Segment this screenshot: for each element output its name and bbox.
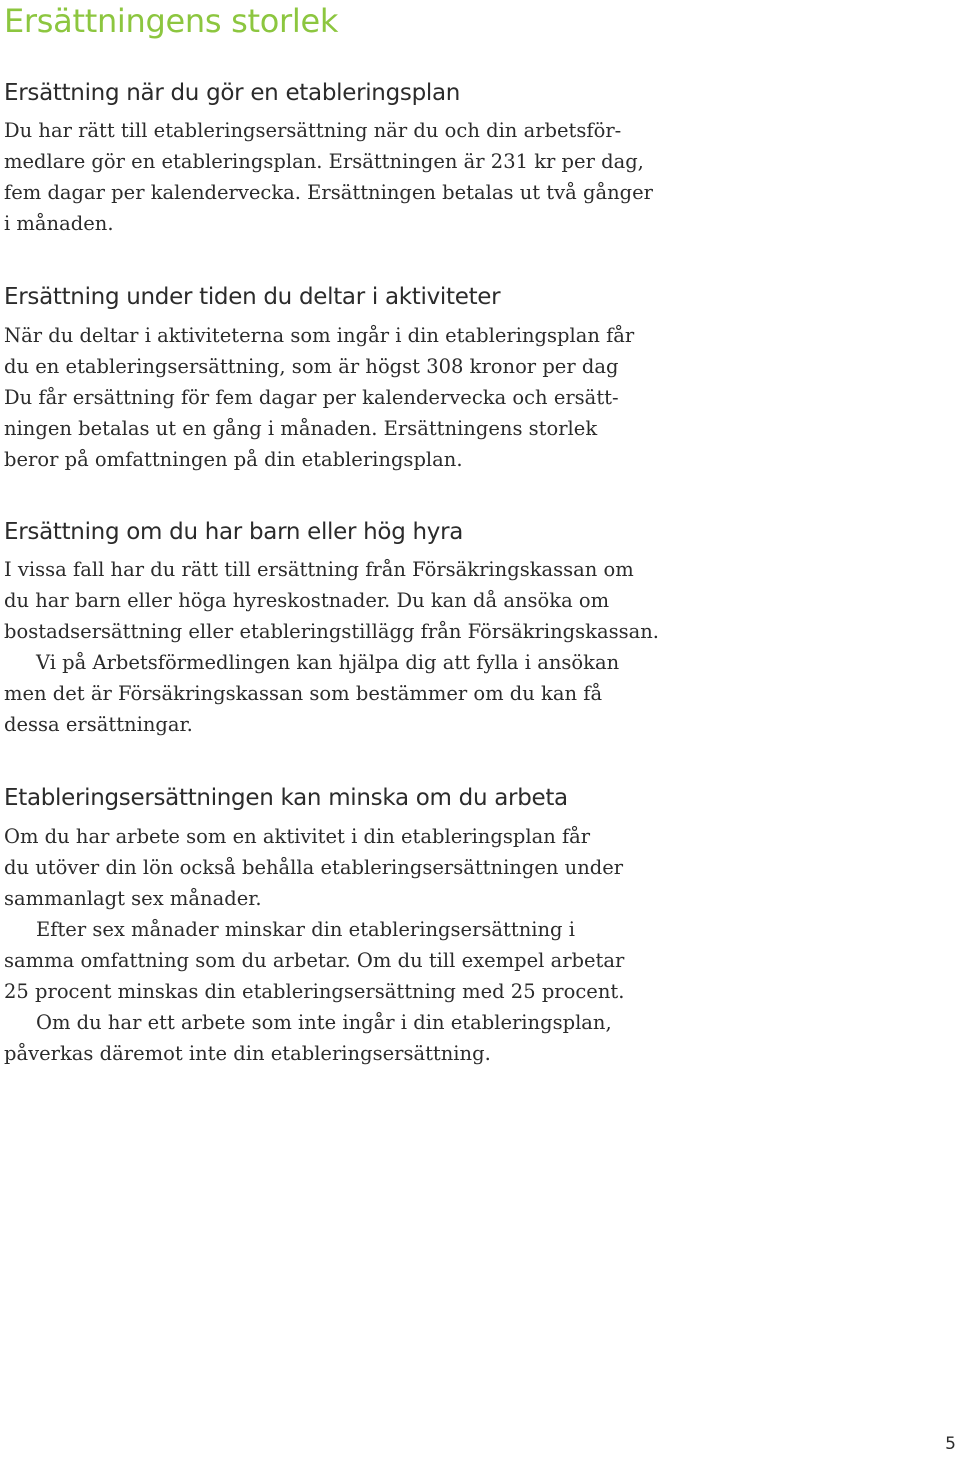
paragraph-line: du har barn eller höga hyreskostnader. Du kan då ansöka om (4, 589, 610, 612)
page-title: Ersättningens storlek (4, 2, 339, 40)
paragraph-line: samma omfattning som du arbetar. Om du till exempel arbetar (4, 949, 625, 972)
section-paragraph (4, 115, 684, 239)
section-heading: Ersättning när du gör en etableringsplan (4, 80, 461, 106)
paragraph-line: ningen betalas ut en gång i månaden. Ersättningens storlek (4, 417, 598, 440)
paragraph-line: Du får ersättning för fem dagar per kalendervecka och ersätt- (4, 386, 619, 409)
paragraph-line: Om du har ett arbete som inte ingår i din etableringsplan, (36, 1011, 612, 1034)
paragraph-line: Du har rätt till etableringsersättning när du och din arbetsför- (4, 119, 622, 142)
paragraph-line: dessa ersättningar. (4, 713, 193, 736)
section-paragraph (4, 554, 684, 740)
paragraph-line: du en etableringsersättning, som är högst 308 kronor per dag (4, 355, 619, 378)
paragraph-line: I vissa fall har du rätt till ersättning från Försäkringskassan om (4, 558, 634, 581)
section-aktiviteter (4, 280, 684, 475)
paragraph-line: Om du har arbete som en aktivitet i din etableringsplan får (4, 825, 591, 848)
paragraph-line: i månaden. (4, 212, 114, 235)
paragraph-line: bostadsersättning eller etableringstillägg från Försäkringskassan. (4, 620, 660, 643)
paragraph-line: medlare gör en etableringsplan. Ersättningen är 231 kr per dag, (4, 150, 644, 173)
paragraph-line: Vi på Arbetsförmedlingen kan hjälpa dig att fylla i ansökan (36, 651, 620, 674)
paragraph-line: beror på omfattningen på din etableringsplan. (4, 448, 463, 471)
paragraph-line: sammanlagt sex månader. (4, 887, 262, 910)
section-paragraph (4, 320, 684, 475)
section-etableringsplan (4, 76, 684, 239)
section-heading: Ersättning om du har barn eller hög hyra (4, 519, 464, 545)
paragraph-line: När du deltar i aktiviteterna som ingår i din etableringsplan får (4, 324, 635, 347)
paragraph-line: Efter sex månader minskar din etableringsersättning i (36, 918, 575, 941)
paragraph-line: 25 procent minskas din etableringsersättning med 25 procent. (4, 980, 625, 1003)
section-minska (4, 781, 684, 1069)
section-paragraph (4, 821, 684, 1069)
paragraph-line: men det är Försäkringskassan som bestämmer om du kan få (4, 682, 603, 705)
section-barn-hyra (4, 515, 684, 740)
paragraph-line: påverkas däremot inte din etableringsersättning. (4, 1042, 491, 1065)
paragraph-line: du utöver din lön också behålla etableringsersättningen under (4, 856, 624, 879)
paragraph-line: fem dagar per kalendervecka. Ersättningen betalas ut två gånger (4, 181, 653, 204)
section-heading: Ersättning under tiden du deltar i aktiviteter (4, 284, 501, 310)
page-number: 5 (945, 1434, 956, 1454)
section-heading: Etableringsersättningen kan minska om du arbeta (4, 785, 568, 811)
